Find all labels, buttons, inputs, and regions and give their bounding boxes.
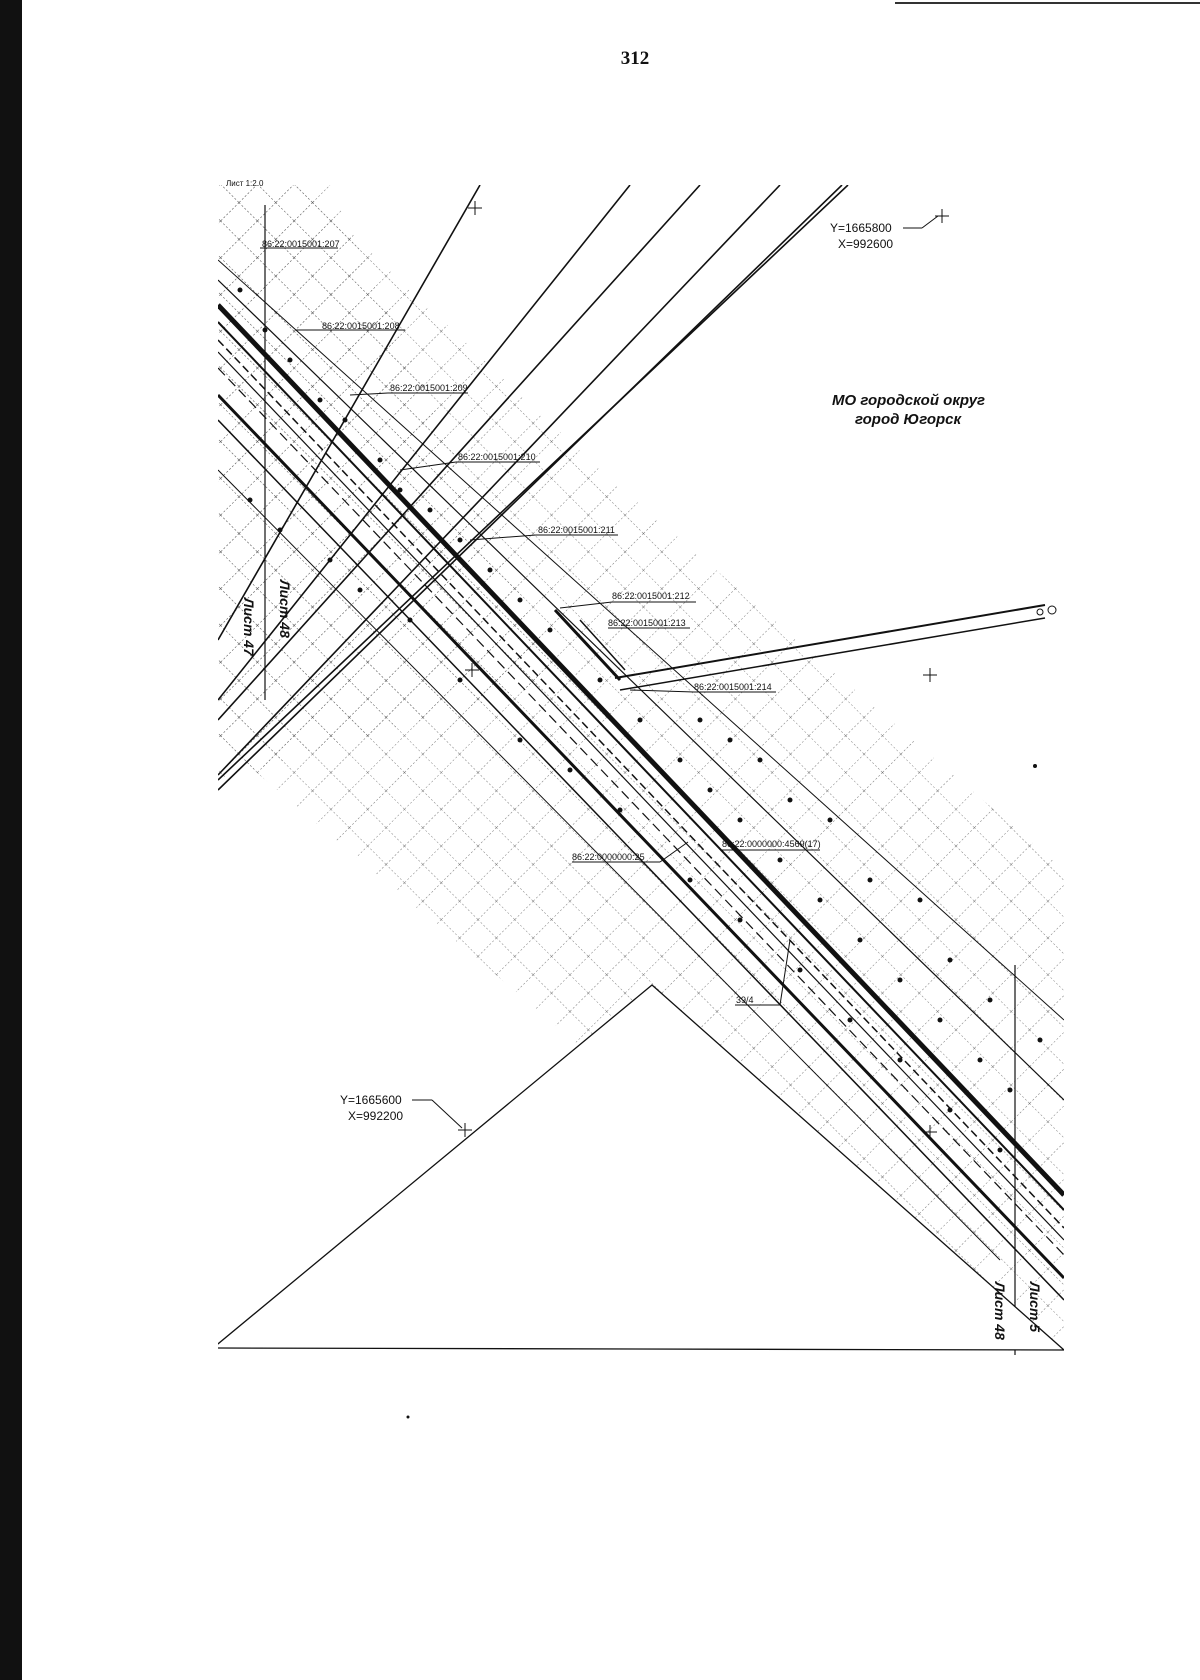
- stray-dot: [407, 1416, 410, 1419]
- sheet-label-5: Лист 5: [1027, 1282, 1043, 1333]
- parcel-label-213: 86:22:0015001:213: [608, 618, 686, 628]
- parcel-label-211: 86:22:0015001:211: [538, 525, 615, 535]
- territory-line-2: город Югорск: [855, 411, 962, 428]
- coordinate-mark-2: [340, 1093, 462, 1128]
- sheet-label-48-bottom: Лист 48: [992, 1282, 1008, 1340]
- top-crop-label: Лист 1:2.0: [226, 179, 264, 188]
- parcel-label-212: 86:22:0015001:212: [612, 591, 690, 601]
- sheet-label-48-top: Лист 48: [277, 580, 293, 638]
- coord-1-y: Y=1665800: [830, 221, 892, 235]
- plot-note-label: 39/4: [736, 995, 754, 1005]
- coord-1-x: X=992600: [838, 237, 894, 251]
- stray-mark: [1033, 764, 1037, 768]
- page-number: 312: [620, 48, 650, 69]
- parcel-label-214: 86:22:0015001:214: [694, 682, 772, 692]
- territory-line-1: МО городской округ: [832, 392, 986, 409]
- parcel-label-4569: 86:22:0000000:4569(17): [722, 839, 821, 849]
- sheet-label-47: Лист 47: [241, 598, 257, 656]
- coord-2-x: X=992200: [348, 1109, 404, 1123]
- coord-2-y: Y=1665600: [340, 1093, 402, 1107]
- parcel-label-210: 86:22:0015001:210: [458, 452, 536, 462]
- parcel-label-207: 86:22:0015001:207: [262, 239, 340, 249]
- parcel-label-209: 86:22:0015001:209: [390, 383, 468, 393]
- coordinate-mark-1: [830, 216, 938, 251]
- parcel-label-208: 86:22:0015001:208: [322, 321, 400, 331]
- map-content: [213, 185, 1064, 1355]
- parcel-label-25: 86:22:0000000:25: [572, 852, 645, 862]
- territory-label: [832, 392, 985, 428]
